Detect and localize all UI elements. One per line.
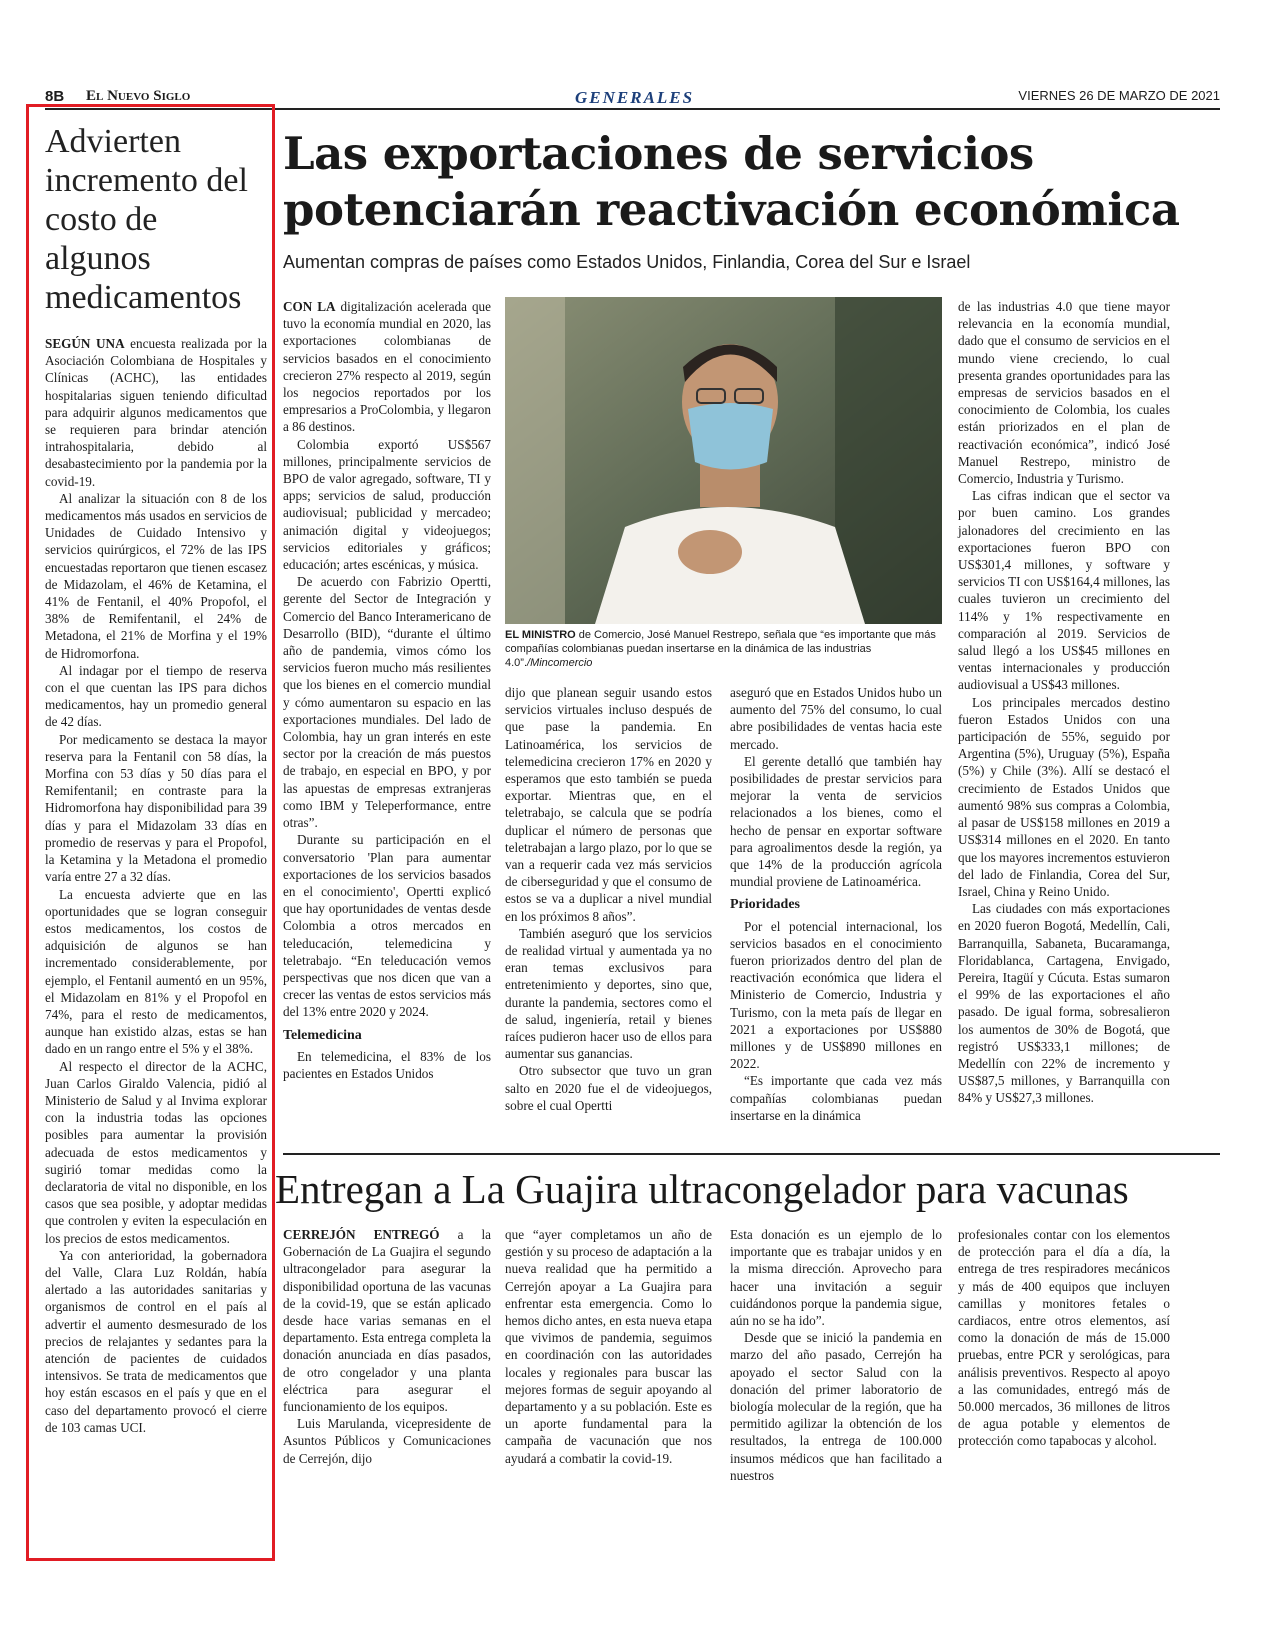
article-paragraph: dijo que planean seguir usando estos servicios virtuales incluso después de que pase la pandemia. En Latinoamérica, los servicios de telemedicina crecieron 17% en 2020 y esperamos que esto también se pueda exportar. Mientras que, en el teletrabajo, se calcula que se podría duplicar el número de personas que teletrabajan a largo plazo, por lo que se van a requerir cada vez más servicios de ciberseguridad y que el consumo de estos se va a duplicar a nivel mundial en los próximos 8 años”.: [505, 685, 713, 924]
side-paragraph: SEGÚN UNA encuesta realizada por la Asociación Colombiana de Hospitales y Clínicas (ACHC), las entidades hospitalarias siguen teniendo dificultad para adquirir algunos medicamentos que se requieren para brindar atención intrahospitalaria, debido al desabastecimiento por la pandemia por la covid-19.: [45, 336, 267, 489]
side-paragraph: Al analizar la situación con 8 de los medicamentos más usados en servicios de Unidades de Cuidado Intensivo y servicios quirúrgicos, el 72% de las IPS encuestadas reportaron que tienen escasez de Midazolam, el 46% de Ketamina, el 41% de Fentanil, el 40% Propofol, el 38% de Remifentanil, el 24% de Metadona, el 21% de Morfina y el 19% de Hidromorfona.: [45, 490, 267, 661]
side-paragraph: Al indagar por el tiempo de reserva con el que cuentan las IPS para dichos medicamentos, hay un promedio general de 42 días.: [45, 662, 267, 730]
article-paragraph: Por el potencial internacional, los servicios basados en el conocimiento fueron priorizados dentro del plan de reactivación económica que lidera el Ministerio de Comercio, Industria y Turismo, con la meta país de llegar en 2021 a exportaciones por US$880 millones y de US$890 millones en 2022.: [730, 918, 942, 1072]
subhead: Telemedicina: [283, 1027, 362, 1043]
section-rule: [283, 1153, 1220, 1155]
caption-lead: EL MINISTRO: [505, 629, 576, 641]
article-paragraph: CON LA digitalización acelerada que tuvo la economía mundial en 2020, las exportaciones colombianas de servicios basados en el conocimiento crecieron 27% respecto al 2019, según los negocios reportados por los empresarios a ProColombia, y llegaron a 86 destinos.: [283, 299, 491, 435]
lead-words: SEGÚN UNA: [45, 336, 125, 351]
lead-words: CERREJÓN ENTREGÓ: [283, 1227, 440, 1242]
minister-photo: [505, 297, 942, 624]
article-paragraph: Desde que se inició la pandemia en marzo del año pasado, Cerrejón ha apoyado el sector Salud con la donación del primer laboratorio de biología molecular de la región, que ha permitido agilizar la obtención de los resultados, la entrega de 100.000 insumos médicos que han facilitado a nuestros: [730, 1330, 942, 1483]
article-paragraph: “Es importante que cada vez más compañías colombianas puedan insertarse en la dinámica: [730, 1073, 942, 1123]
side-paragraph: La encuesta advierte que en las oportunidades que se logran conseguir estos medicamentos, los costos de adquisición de algunos se han incrementado considerablemente, por ejemplo, el Fentanil aumentó en un 95%, el Midazolam en 81% y el Propofol en 74%, para el resto de medicamentos, aunque han existido alzas, estas se han dado en un rango entre el 5% y el 38%.: [45, 886, 267, 1057]
main-deck: Aumentan compras de países como Estados Unidos, Finlandia, Corea del Sur e Israel: [283, 252, 971, 272]
photo-illustration: [505, 297, 942, 624]
article-paragraph: Esta donación es un ejemplo de lo importante que es trabajar unidos y en la misma dirección. Aprovecho para hacer una invitación a seguir cuidándonos porque la pandemia sigue, aún no se ha ido”.: [730, 1227, 942, 1329]
photo-caption: [505, 628, 942, 670]
caption-text: de Comercio, José Manuel Restrepo, señala que “es importante que más compañías colombianas puedan insertarse en la dinámica de las industrias 4.0”.: [505, 629, 936, 669]
photo-credit: /Mincomercio: [527, 657, 593, 669]
issue-date: VIERNES 26 DE MARZO DE 2021: [1018, 88, 1220, 103]
second-column-4: [958, 1226, 1170, 1450]
side-article-body: [45, 335, 267, 1436]
second-headline: Entregan a La Guajira ultracongelador para vacunas: [275, 1166, 1129, 1212]
article-paragraph: CERREJÓN ENTREGÓ a la Gobernación de La Guajira el segundo ultracongelador para asegurar la disponibilidad oportuna de las vacunas de la covid-19, que se están aplicado desde hace varias semanas en el departamento. Esta entrega completa la donación anunciada en días pasados, de otro congelador y una planta eléctrica para asegurar el funcionamiento de los equipos.: [283, 1227, 491, 1415]
page-number: 8B: [45, 88, 65, 105]
second-column-3: [730, 1226, 942, 1484]
side-paragraph: Por medicamento se destaca la mayor reserva para la Fentanil con 58 días, la Morfina con 53 días y 50 días para el Remifentanil; en contraste para la Hidromorfona hay disponibilidad para 39 días y para el Midazolam 33 días en promedio de reservas y para el Propofol, la Ketamina y la Metadona el promedio varía entre 27 a 32 días.: [45, 731, 267, 885]
article-paragraph: que “ayer completamos un año de gestión y su proceso de adaptación a la nueva realidad que ha permitido a Cerrejón apoyar a La Guajira para enfrentar esta emergencia. Como lo hemos dicho antes, en esta nueva etapa que vivimos de pandemia, seguimos en coordinación con las autoridades locales y regionales para buscar las mejores formas de seguir apoyando al departamento y a su población. Este es un aporte fundamental para la campaña de vacunación que nos ayudará a combatir la covid-19.: [505, 1227, 712, 1466]
section-label: GENERALES: [575, 88, 695, 107]
main-headline: Las exportaciones de servicios potenciarán reactivación económica: [283, 127, 1180, 236]
article-column-2: [505, 684, 712, 1114]
article-paragraph: Luis Marulanda, vicepresidente de Asuntos Públicos y Comunicaciones de Cerrejón, dijo: [283, 1416, 491, 1466]
side-paragraph: Ya con anterioridad, la gobernadora del Valle, Clara Luz Roldán, había alertado a las autoridades sanitarias y organismos de control en el país al advertir el aumento desmesurado de los precios de relajantes y sedantes para la atención de pacientes de cuidados intensivos. Se trata de medicamentos que hoy están escasos en el país y que en el caso del departamento provocó el cierre de 103 camas UCI.: [45, 1247, 267, 1435]
article-paragraph: En telemedicina, el 83% de los pacientes en Estados Unidos: [283, 1048, 491, 1081]
second-column-2: [505, 1226, 712, 1467]
article-paragraph: También aseguró que los servicios de realidad virtual y aumentada ya no eran temas exclusivos para entretenimiento y deportes, sino que, durante la pandemia, sectores como el de salud, ingeniería, retail y bienes raíces pudieron hacer uso de ellos para aumentar sus ganancias.: [505, 925, 712, 1062]
side-article-title: Advierten incremento del costo de algunos medicamentos: [45, 123, 248, 316]
newspaper-name: El Nuevo Siglo: [86, 88, 191, 104]
article-paragraph: Las cifras indican que el sector va por buen camino. Los grandes jalonadores del crecimiento en las exportaciones fueron BPO con US$301,4 millones, y software y servicios TI con US$164,4 millones, las cuales tuvieron un crecimiento del 114% y 1% respectivamente en comparación al 2019. Servicios de salud llegó a los US$45 millones en ventas internacionales y producción audiovisual a US$43 millones.: [958, 488, 1170, 693]
article-paragraph: El gerente detalló que también hay posibilidades de prestar servicios para mejorar la venta de servicios relacionados a los bienes, como el hecho de pensar en exportar software para agroalimentos desde la región, ya que 14% de la producción agrícola mundial proviene de Latinoamérica.: [730, 753, 942, 890]
lead-words: CON LA: [283, 299, 336, 314]
article-column-4: [958, 298, 1170, 1107]
article-column-1: [283, 298, 491, 1082]
article-paragraph: Colombia exportó US$567 millones, principalmente servicios de BPO de valor agregado, software, TI y apps; servicios de salud, producción audiovisual; publicidad y mercadeo; animación digital y videojuegos; servicios editoriales y gráficos; educación; artes escénicas, y música.: [283, 436, 491, 573]
article-paragraph: Los principales mercados destino fueron Estados Unidos con una participación de 55%, seguido por Argentina (5%), Uruguay (5%), España (5%) y Chile (3%). Allí se destacó el crecimiento de Estados Unidos que aumentó 98% sus compras a Colombia, al pasar de US$158 millones en 2019 a US$314 millones en el 2020. En tanto que los mayores incrementos estuvieron del lado de Finlandia, Corea del Sur, Israel, China y Reino Unido.: [958, 694, 1170, 899]
second-column-1: [283, 1226, 491, 1467]
article-paragraph: Otro subsector que tuvo un gran salto en 2020 fue el de videojuegos, sobre el cual Opertti: [505, 1063, 712, 1113]
subhead: Prioridades: [730, 897, 800, 913]
article-paragraph: aseguró que en Estados Unidos hubo un aumento del 75% del consumo, lo cual abre posibilidades de ventas hacia este mercado.: [730, 685, 942, 752]
side-paragraph: Al respecto el director de la ACHC, Juan Carlos Giraldo Valencia, pidió al Ministerio de Salud y al Invima explorar con la industria todas las opciones posibles para aumentar la provisión adecuada de estos medicamentos y sugirió tomar medidas como la declaratoria de vital no disponible, en los casos que sea posible, y adoptar medidas que controlen y eviten la especulación en los precios de estos medicamentos.: [45, 1058, 267, 1246]
article-paragraph: de las industrias 4.0 que tiene mayor relevancia en la economía mundial, dado que el consumo de servicios en el mundo viene creciendo, lo cual presenta grandes oportunidades para las empresas de servicios basados en el conocimiento de Colombia, los cuales están priorizados en el plan de reactivación económica”, indicó José Manuel Restrepo, ministro de Comercio, Industria y Turismo.: [958, 299, 1170, 487]
article-paragraph: Las ciudades con más exportaciones en 2020 fueron Bogotá, Medellín, Cali, Barranquilla, Sabaneta, Bucaramanga, Floridablanca, Cartagena, Envigado, Pereira, Itagüí y Cúcuta. Estas sumaron el 99% de las exportaciones el año pasado. De igual forma, sobresalieron los aumentos de 30% de Bogotá, que registró US$333,1 millones; de Medellín con 22% de incremento y US$87,5 millones, y Barranquilla con 84% y US$27,3 millones.: [958, 901, 1170, 1106]
article-paragraph: profesionales contar con los elementos de protección para el día a día, la entrega de tres respiradores mecánicos y más de 400 equipos que incluyen camillas y monitores fetales o cardiacos, entre otros elementos, así como la donación de más de 15.000 pruebas, entre PCR y serológicas, para análisis preventivos. Respecto al apoyo a las comunidades, entregó más de 50.000 mercados, 36 millones de litros de agua potable y elementos de protección como tapabocas y alcohol.: [958, 1227, 1170, 1449]
article-paragraph: Durante su participación en el conversatorio 'Plan para aumentar exportaciones de los servicios basados en el conocimiento', Opertti explicó que hay oportunidades de ventas desde Colombia a otros mercados en teleducación, telemedicina y teletrabajo. “En teleducación vemos perspectivas que nos dicen que van a crecer las ventas de estos servicios más del 13% entre 2020 y 2024.: [283, 832, 491, 1020]
article-column-3: [730, 684, 942, 1124]
article-paragraph: De acuerdo con Fabrizio Opertti, gerente del Sector de Integración y Comercio del Banco Interamericano de Desarrollo (BID), “durante el último año de pandemia, vimos cómo los servicios fueron mucho más resilientes que los bienes en el comercio mundial y cómo aumentaron su espacio en las exportaciones mundiales. Del lado de Colombia, hay un gran interés en este sector por la creación de más puestos de trabajo, en especial en BPO, y por las apuestas de empresas extranjeras como IBM y Teleperformance, entre otras”.: [283, 574, 491, 831]
